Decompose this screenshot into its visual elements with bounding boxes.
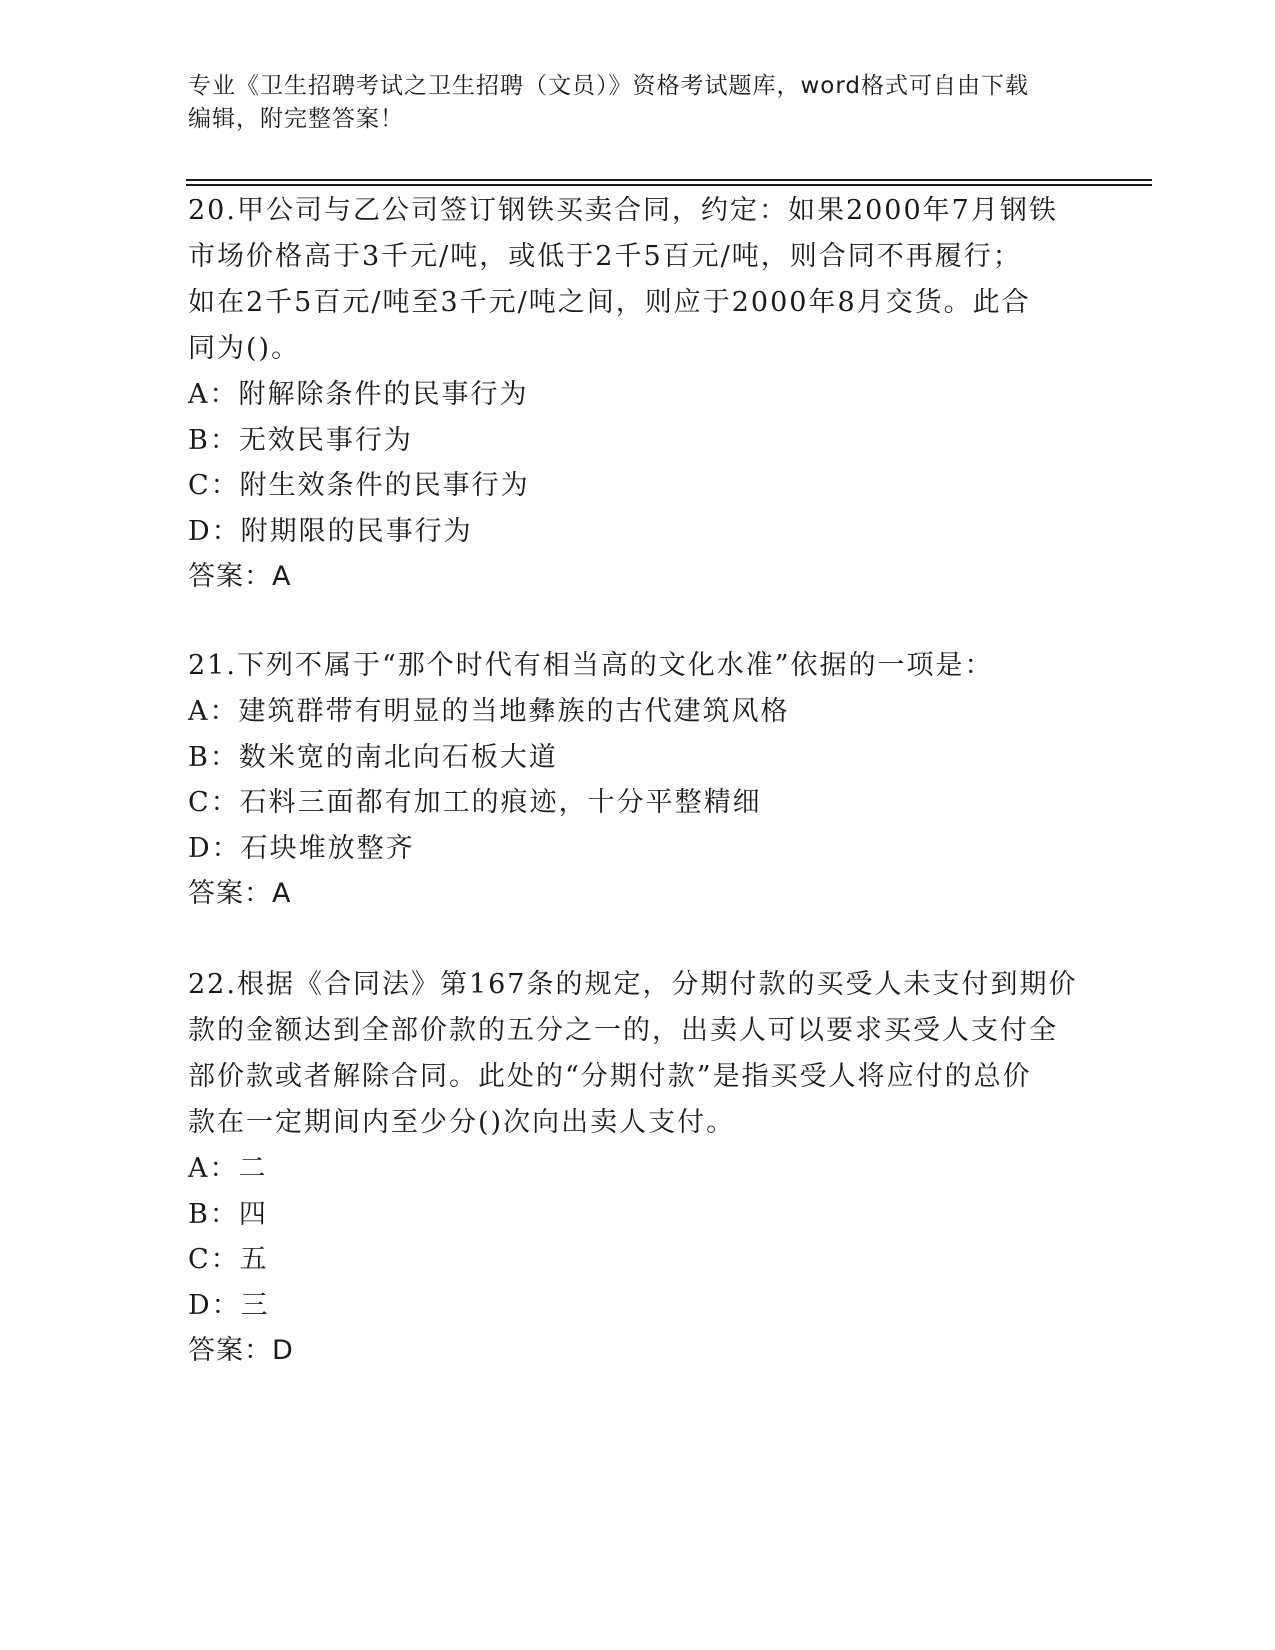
document-header xyxy=(188,70,1088,136)
header-line-2: 编辑，附完整答案！ xyxy=(188,106,404,132)
stem-line: 款的金额达到全部价款的五分之一的，出卖人可以要求买受人支付全 xyxy=(188,1015,1058,1046)
stem-line: 款在一定期间内至少分()次向出卖人支付。 xyxy=(188,1107,736,1138)
question-21 xyxy=(188,643,1088,917)
question-stem xyxy=(188,643,1088,689)
option-d: D：三 xyxy=(188,1289,270,1321)
option-a: A：建筑群带有明显的当地彝族的古代建筑风格 xyxy=(188,696,790,727)
header-divider-bottom xyxy=(186,184,1152,186)
option-c: C：石料三面都有加工的痕迹，十分平整精细 xyxy=(188,787,762,818)
answer: 答案：A xyxy=(188,878,292,909)
answer: 答案：D xyxy=(188,1335,294,1366)
option-d: D：附期限的民事行为 xyxy=(188,515,473,547)
question-stem xyxy=(188,962,1088,1146)
stem-line: 22.根据《合同法》第167条的规定，分期付款的买受人未支付到期价 xyxy=(188,969,1078,1000)
option-c: C：附生效条件的民事行为 xyxy=(188,470,530,501)
option-b: B：数米宽的南北向石板大道 xyxy=(188,741,558,773)
option-d: D：石块堆放整齐 xyxy=(188,832,415,864)
header-divider-top xyxy=(186,179,1152,181)
stem-line: 如在2千5百元/吨至3千元/吨之间，则应于2000年8月交货。此合 xyxy=(188,287,1031,318)
stem-line: 同为()。 xyxy=(188,333,301,364)
stem-line: 21.下列不属于“那个时代有相当高的文化水准”依据的一项是： xyxy=(188,650,994,681)
option-b: B：四 xyxy=(188,1198,268,1230)
stem-line: 市场价格高于3千元/吨，或低于2千5百元/吨，则合同不再履行； xyxy=(188,241,1022,272)
option-c: C：五 xyxy=(188,1244,269,1275)
stem-line: 20.甲公司与乙公司签订钢铁买卖合同，约定：如果2000年7月钢铁 xyxy=(188,195,1058,226)
question-20 xyxy=(188,188,1088,600)
option-a: A：附解除条件的民事行为 xyxy=(188,379,529,410)
option-a: A：二 xyxy=(188,1153,268,1184)
answer: 答案：A xyxy=(188,561,292,592)
question-22 xyxy=(188,962,1088,1374)
question-stem xyxy=(188,188,1088,372)
header-line-1: 专业《卫生招聘考试之卫生招聘（文员）》资格考试题库，word格式可自由下载 xyxy=(188,73,1030,99)
stem-line: 部价款或者解除合同。此处的“分期付款”是指买受人将应付的总价 xyxy=(188,1061,1032,1092)
option-b: B：无效民事行为 xyxy=(188,424,413,456)
